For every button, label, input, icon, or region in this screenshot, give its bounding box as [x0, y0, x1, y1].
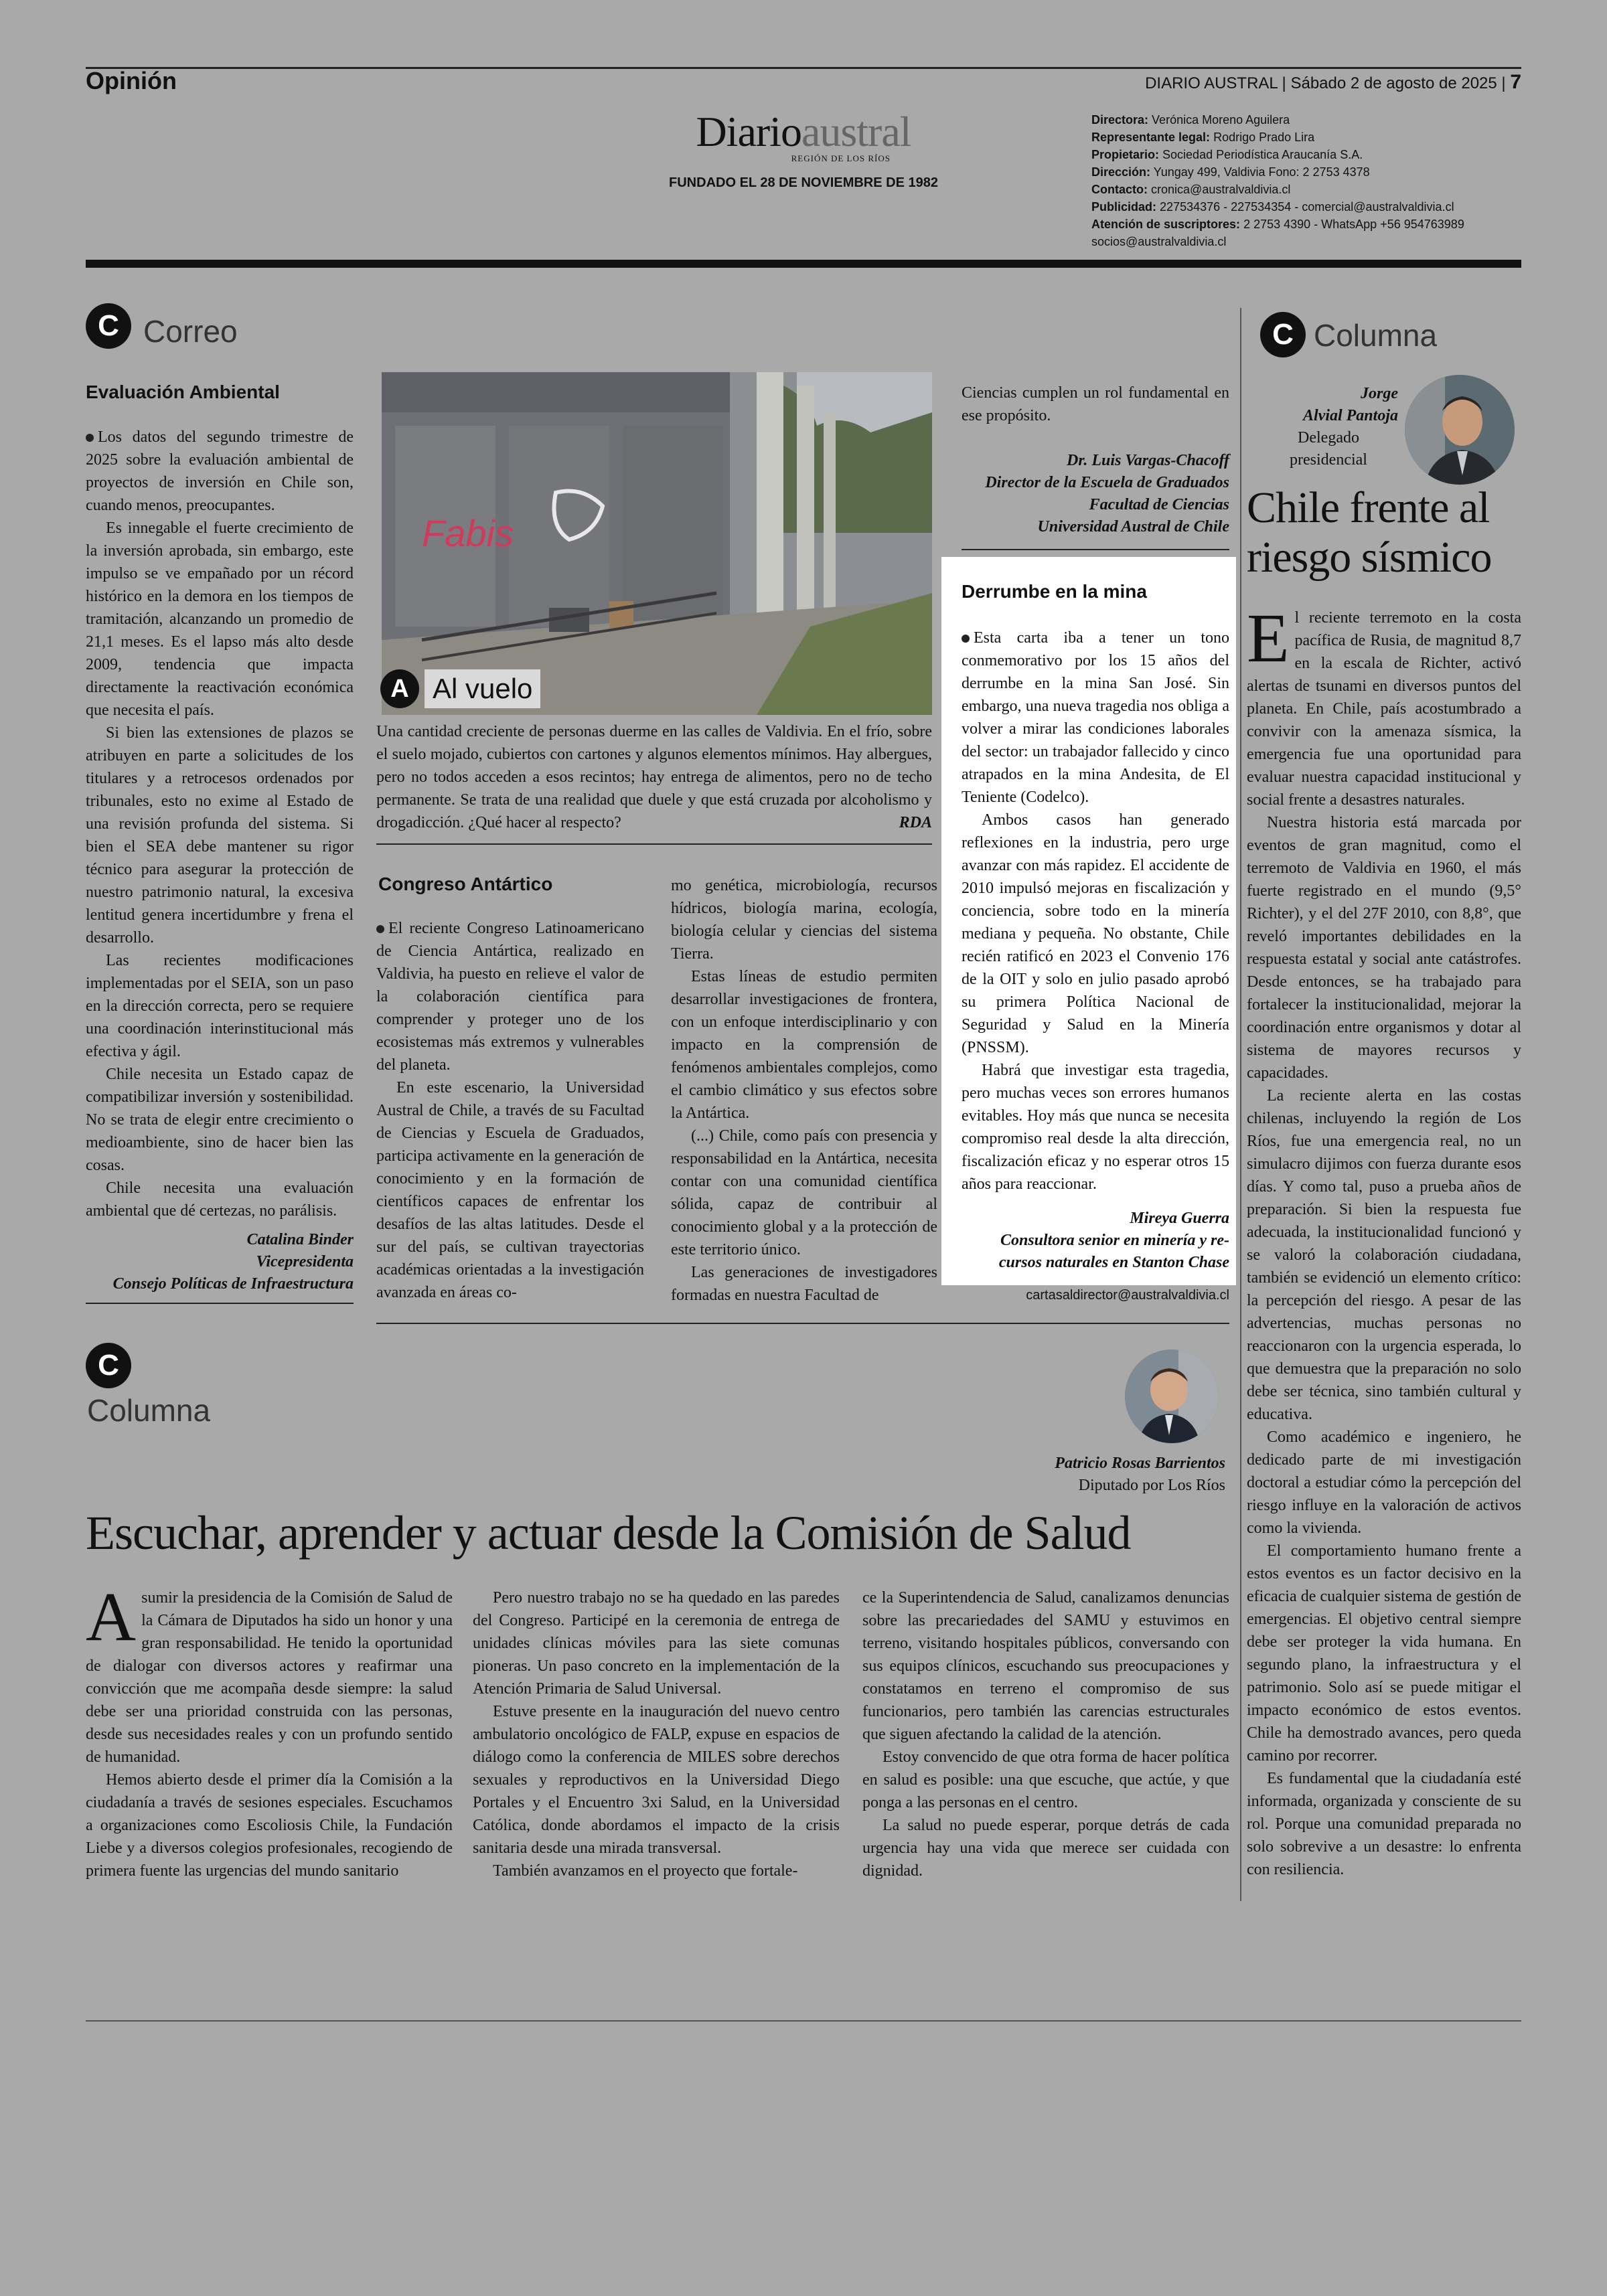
staff-value: socios@australvaldivia.cl [1091, 235, 1227, 248]
letter2-col3: Ciencias cumplen un rol fundamental en ese propósito. [962, 384, 1229, 424]
letter2-author-role: Director de la Escuela de Graduados [985, 474, 1229, 491]
columna-right-title [1247, 483, 1515, 582]
letter3-author-org: cursos naturales en Stanton Chase [998, 1254, 1229, 1271]
folio [1145, 71, 1521, 94]
top-rule [86, 67, 1521, 69]
columna-right-title-line2: riesgo sísmico [1247, 533, 1492, 582]
letter2-author: Dr. Luis Vargas-Chacoff [1067, 452, 1229, 469]
al-vuelo-badge: A [380, 669, 419, 708]
columna-right-role-2: presidencial [1290, 451, 1367, 469]
staff-value: Yungay 499, Valdivia Fono: 2 2753 4378 [1153, 165, 1370, 179]
letter2-paragraph: El reciente Congreso Latinoamericano de Ciencia Antártica, realizado en Valdivia, ha puesto en relieve el valor de la colaboración científica para comprender y proteger uno de los ecosistemas más extremos y vulnerables del planeta. [376, 920, 644, 1074]
letter2-paragraph: Las generaciones de investigadores formadas en nuestra Facultad de [671, 1264, 937, 1304]
photo-credit: RDA [899, 814, 932, 831]
columna-bottom-badge: C [86, 1343, 131, 1388]
logo-accent: austral [801, 108, 911, 155]
letter2-col2 [671, 874, 937, 1307]
columna-bottom-title: Escuchar, aprender y actuar desde la Comisión de Salud [86, 1506, 1131, 1560]
letters-email[interactable]: cartasaldirector@australvaldivia.cl [1026, 1288, 1229, 1303]
staff-row [1091, 129, 1520, 146]
columna-right-title-line1: Chile frente al [1247, 483, 1490, 532]
logo-sub: REGIÓN DE LOS RÍOS [791, 153, 891, 163]
letter3-signature [962, 1208, 1229, 1274]
columna-bottom-paragraph: Estoy convencido de que otra forma de hacer política en salud es posible: una que escuche, que actúe, y que ponga a las personas en el centro. [862, 1748, 1229, 1811]
staff-row [1091, 146, 1520, 163]
staff-label: Directora: [1091, 113, 1149, 127]
columna-right-badge: C [1260, 312, 1306, 357]
staff-row [1091, 198, 1520, 216]
columna-bottom-label: Columna [87, 1393, 211, 1428]
letter3-paragraph: Habrá que investigar esta tragedia, pero muchas veces son errores humanos evitables. Hoy más que nunca se necesita compromiso real desde la alta dirección, fiscalización eficaz y no esperar otros 15 años para reaccionar. [962, 1062, 1229, 1193]
staff-value: Sociedad Periodística Araucanía S.A. [1162, 148, 1363, 161]
columna-right-author-first: Jorge [1361, 385, 1398, 402]
columna-right-body [1247, 600, 1521, 1881]
letter1-author-role: Vicepresidenta [256, 1253, 354, 1270]
graffiti-text: Fabis [422, 512, 514, 554]
masthead-logo [690, 110, 917, 164]
columna-bottom-paragraph: Hemos abierto desde el primer día la Comisión a la ciudadanía a través de sesiones especiales. Escuchamos a organizaciones como Escoliosis Chile, la Fundación Liebe y a diversos colegios profesionales, recogiendo de primera fuente las urgencias del mundo sanitario [86, 1771, 453, 1880]
staff-box [1091, 111, 1520, 250]
columna-bottom-paragraph: Asumir la presidencia de la Comisión de Salud de la Cámara de Diputados ha sido un honor y una gran responsabilidad. He tenido la oportunidad de dialogar con diversos actores y reafirmar una convicción que me acompaña desde siempre: la salud debe ser una prioridad construida con las personas, desde sus necesidades reales y con un profundo sentido de humanidad. [86, 1578, 453, 1766]
al-vuelo-label: Al vuelo [425, 669, 540, 708]
letter1-signature [86, 1229, 354, 1295]
street-photo-image [382, 372, 932, 715]
letter1-paragraph: Chile necesita un Estado capaz de compatibilizar inversión y sostenibilidad. No se trata de elegir entre crecimiento o medioambiente, sino de hacer bien las cosas. [86, 1066, 354, 1174]
folio-text: DIARIO AUSTRAL | Sábado 2 de agosto de 2025 | [1145, 74, 1506, 92]
letter3-author: Mireya Guerra [1130, 1210, 1229, 1227]
letter2-paragraph: mo genética, microbiología, recursos hídricos, biología marina, ecología, biología celular y ciencias del sistema Tierra. [671, 877, 937, 963]
masthead-thick-rule [86, 260, 1521, 268]
staff-row [1091, 111, 1520, 129]
columna-bottom-col2 [473, 1586, 840, 1882]
staff-value: Verónica Moreno Aguilera [1152, 113, 1290, 127]
logo-main: Diario [696, 108, 801, 155]
letter3-paragraph: Esta carta iba a tener un tono conmemorativo por los 15 años del derrumbe en la mina San José. Sin embargo, una nueva tragedia nos obliga a volver a mirar las condiciones laborales del sector: un trabajador fallecido y cinco atrapados en la mina Andesita, de El Teniente (Codelco). [962, 629, 1229, 806]
letter2-paragraph: Estas líneas de estudio permiten desarrollar investigaciones de frontera, con un enfoque interdisciplinario y con impacto en la comprensión de fenómenos ambientales complejos, como el cambio climático y sus efectos sobre la Antártica. [671, 968, 937, 1122]
founded-line: FUNDADO EL 28 DE NOVIEMBRE DE 1982 [669, 175, 938, 190]
letter1-author: Catalina Binder [246, 1231, 354, 1248]
columna-bottom-paragraph: También avanzamos en el proyecto que fortale- [493, 1862, 798, 1880]
columna-bottom-author: Patricio Rosas Barrientos [1055, 1455, 1225, 1472]
staff-row [1091, 181, 1520, 198]
correo-bottom-rule [376, 1323, 1229, 1324]
photo-caption-box [376, 720, 932, 834]
staff-value: 227534376 - 227534354 - comercial@australvaldivia.cl [1160, 200, 1454, 214]
columna-right-paragraph: Nuestra historia está marcada por eventos de gran magnitud, como el terremoto de Valdivia en 1960, el más fuerte registrado en el mundo (9,5° Richter), y el del 27F 2010, con 8,8°, que reveló importantes debilidades en la respuesta estatal y social ante catástrofes. Desde entonces, se ha trabajado para fortalecer la institucionalidad, mejorar la coordinación entre organismos y dotar al sistema de mayores recursos y capacidades. [1247, 814, 1521, 1082]
correo-badge: C [86, 303, 131, 349]
staff-label: Representante legal: [1091, 131, 1211, 144]
letter1-author-org: Consejo Políticas de Infraestructura [112, 1275, 354, 1293]
letter2-rule [962, 549, 1229, 550]
columna-bottom-col3 [862, 1586, 1229, 1882]
letter2-paragraph: En este escenario, la Universidad Austral de Chile, a través de su Facultad de Ciencias y Escuela de Graduados, participa activamente en la generación de conocimiento y en la formación de científicos capaces de enfrentar los desafíos de las altas latitudes. Desde el sur del país, se cultivan trayectorias académicas orientadas a la investigación avanzada en áreas co- [376, 1079, 644, 1301]
al-vuelo-photo [382, 372, 932, 715]
columna-bottom-paragraph: ce la Superintendencia de Salud, canalizamos denuncias sobre las precariedades del SAMU y estuvimos en terreno, visitando hospitales públicos, conversando con sus equipos clínicos, escuchando sus preocupaciones y constatamos en terreno el compromiso de sus funcionarios, pero también las carencias estructurales que siguen afectando la calidad de la atención. [862, 1589, 1229, 1743]
letter3-author-role: Consultora senior en minería y re- [1000, 1232, 1229, 1249]
letter1-paragraph: Chile necesita una evaluación ambiental que dé certezas, no parálisis. [86, 1179, 354, 1220]
letter2-signature [962, 450, 1229, 538]
staff-row [1091, 233, 1520, 250]
letter1-title: Evaluación Ambiental [86, 382, 280, 402]
letter1-paragraph: Las recientes modificaciones implementadas por el SEIA, son un paso en la dirección correcta, pero se requiere una coordinación interinstitucional más efectiva y ágil. [86, 952, 354, 1060]
columna-right-paragraph: Es fundamental que la ciudadanía esté informada, organizada y consciente de su rol. Porque una comunidad preparada no solo sobrevive a un desastre: lo enfrenta con resiliencia. [1247, 1770, 1521, 1878]
columna-bottom-byline [870, 1453, 1225, 1497]
columna-right-author-avatar [1405, 375, 1515, 485]
letter1-paragraph: Si bien las extensiones de plazos se atribuyen en parte a solicitudes de los titulares y a retrocesos ordenados por tribunales, esto no exime al Estado de una revisión profunda del sistema. Si bien el SEA debe mantener su rigor técnico para asegurar la protección de nuestro patrimonio natural, la excesiva lentitud genera incertidumbre y frena el desarrollo. [86, 724, 354, 947]
staff-value: cronica@australvaldivia.cl [1151, 183, 1291, 196]
columna-right-author-last: Alvial Pantoja [1302, 407, 1398, 424]
letter3-body [962, 627, 1229, 1196]
columna-right-paragraph: La reciente alerta en las costas chilenas, incluyendo la región de Los Ríos, fue una emergencia real, no un simulacro dijimos con fuerza durante esos días. Y como tal, puso a prueba años de preparación. Si bien la respuesta fue adecuada, la institucionalidad funcionó y se valoró la colaboración ciudadana, también se evidenció un elemento crítico: la percepción del riesgo. A pesar de las advertencias, muchas personas no reaccionaron con la urgencia esperada, lo que demuestra que la preparación no solo debe ser técnica, sino también cultural y educativa. [1247, 1087, 1521, 1423]
letter3-title: Derrumbe en la mina [962, 581, 1147, 602]
columna-bottom-role: Diputado por Los Ríos [1078, 1477, 1225, 1494]
letter3-box [941, 557, 1236, 1285]
columna-bottom-author-avatar [1125, 1349, 1219, 1443]
letter1-paragraph: Los datos del segundo trimestre de 2025 sobre la evaluación ambiental de proyectos de inversión en Chile son, cuando menos, preocupantes. [86, 428, 354, 514]
letter2-paragraph: (...) Chile, como país con presencia y responsabilidad en la Antártica, necesita contar con una comunidad científica sólida, capaz de contribuir al conocimiento global y a la protección de este territorio único. [671, 1127, 937, 1258]
columna-bottom-col1 [86, 1578, 453, 1882]
staff-label: Dirección: [1091, 165, 1151, 179]
columna-bottom-paragraph: La salud no puede esperar, porque detrás de cada urgencia hay una vida que merece ser cuidada con dignidad. [862, 1817, 1229, 1880]
dropcap-e: E [1247, 600, 1290, 677]
columna-right-paragraph: Como académico e ingeniero, he dedicado parte de mi investigación doctoral a estudiar cómo la percepción del riesgo influye en la valoración de activos como la vivienda. [1247, 1428, 1521, 1537]
section-label: Opinión [86, 67, 177, 94]
letter1-paragraph: Es innegable el fuerte crecimiento de la inversión aprobada, sin embargo, este impulso se ve empañado por un récord histórico en la demora en los tiempos de tramitación, alcanzando un promedio de 21,1 meses. Es el lapso más alto desde 2009, tendencia que impacta directamente la reactivación económica que necesita el país. [86, 519, 354, 719]
staff-label: Propietario: [1091, 148, 1160, 161]
letter2-author-faculty: Facultad de Ciencias [1089, 496, 1229, 513]
columna-right-label: Columna [1314, 318, 1438, 353]
column-divider [1240, 308, 1241, 1901]
letter3-paragraph: Ambos casos han generado reflexiones en la industria, pero urge avanzar con más rapidez. El accidente de 2010 impulsó mejoras en fiscalización y conciencia, sobre todo en la minería mediana y pequeña. No obstante, Chile recién ratificó en 2023 el Convenio 176 de la OIT y solo en julio pasado aprobó su primera Política Nacional de Seguridad y Salud en la Minería (PNSSM). [962, 811, 1229, 1056]
columna-bottom-paragraph: Estuve presente en la inauguración del nuevo centro ambulatorio oncológico de FALP, expuse en espacios de diálogo como la conferencia de MILES sobre derechos sexuales y reproductivos en la Universidad Diego Portales y el Encuentro 3xi Salud, en la Universidad Católica, donde abordamos el impacto de la crisis sanitaria desde una mirada transversal. [473, 1703, 840, 1857]
caption-rule [376, 843, 932, 845]
correo-label: Correo [143, 314, 238, 349]
columna-right-role-1: Delegado [1298, 429, 1359, 446]
letter1-rule [86, 1303, 354, 1304]
columna-right-paragraph: El comportamiento humano frente a estos eventos es un factor decisivo en la eficacia de cualquier sistema de gestión de emergencias. El objetivo central siempre debe ser proteger la vida humana. En segundo plano, la infraestructura y el patrimonio. Solo así se puede mitigar el impacto económico de estos eventos. Chile ha demostrado avances, pero queda camino por recorrer. [1247, 1542, 1521, 1765]
letter1-body [86, 426, 354, 1222]
staff-label: Contacto: [1091, 183, 1148, 196]
letter2-title: Congreso Antártico [378, 874, 553, 894]
dropcap-a: A [86, 1578, 137, 1655]
columna-bottom-paragraph: Pero nuestro trabajo no se ha quedado en las paredes del Congreso. Participé en la ceremonia de entrega de unidades clínicas móviles para las siete comunas pioneras. Un paso concreto en la implementación de la Atención Primaria de Salud Universal. [473, 1589, 840, 1698]
columna-right-paragraph: El reciente terremoto en la costa pacífica de Rusia, de magnitud 8,7 en la escala de Richter, activó alertas de tsunami en diversos puntos del planeta. En Chile, país acostumbrado a convivir con la amenaza sísmica, la emergencia fue una oportunidad para evaluar nuestra capacidad institucional y social frente a desastres naturales. [1247, 600, 1521, 809]
page-number: 7 [1510, 71, 1521, 93]
staff-row [1091, 163, 1520, 181]
columna-right-byline [1259, 383, 1398, 471]
photo-caption: Una cantidad creciente de personas duerme en las calles de Valdivia. En el frío, sobre el suelo mojado, cubiertos con cartones y algunos elementos mínimos. Hay albergues, pero no todos acceden a esos recintos; hay entrega de alimentos, pero no de techo permanente. Se trata de una realidad que duele y que está cruzada por alcoholismo y drogadicción. ¿Qué hacer al respecto? [376, 723, 932, 831]
bottom-rule [86, 2020, 1521, 2022]
staff-value: 2 2753 4390 - WhatsApp +56 954763989 [1243, 218, 1464, 231]
staff-label: Atención de suscriptores: [1091, 218, 1241, 231]
letter2-author-university: Universidad Austral de Chile [1037, 518, 1229, 536]
staff-label: Publicidad: [1091, 200, 1157, 214]
staff-row [1091, 216, 1520, 233]
letter2-col1 [376, 917, 644, 1304]
staff-value: Rodrigo Prado Lira [1213, 131, 1315, 144]
